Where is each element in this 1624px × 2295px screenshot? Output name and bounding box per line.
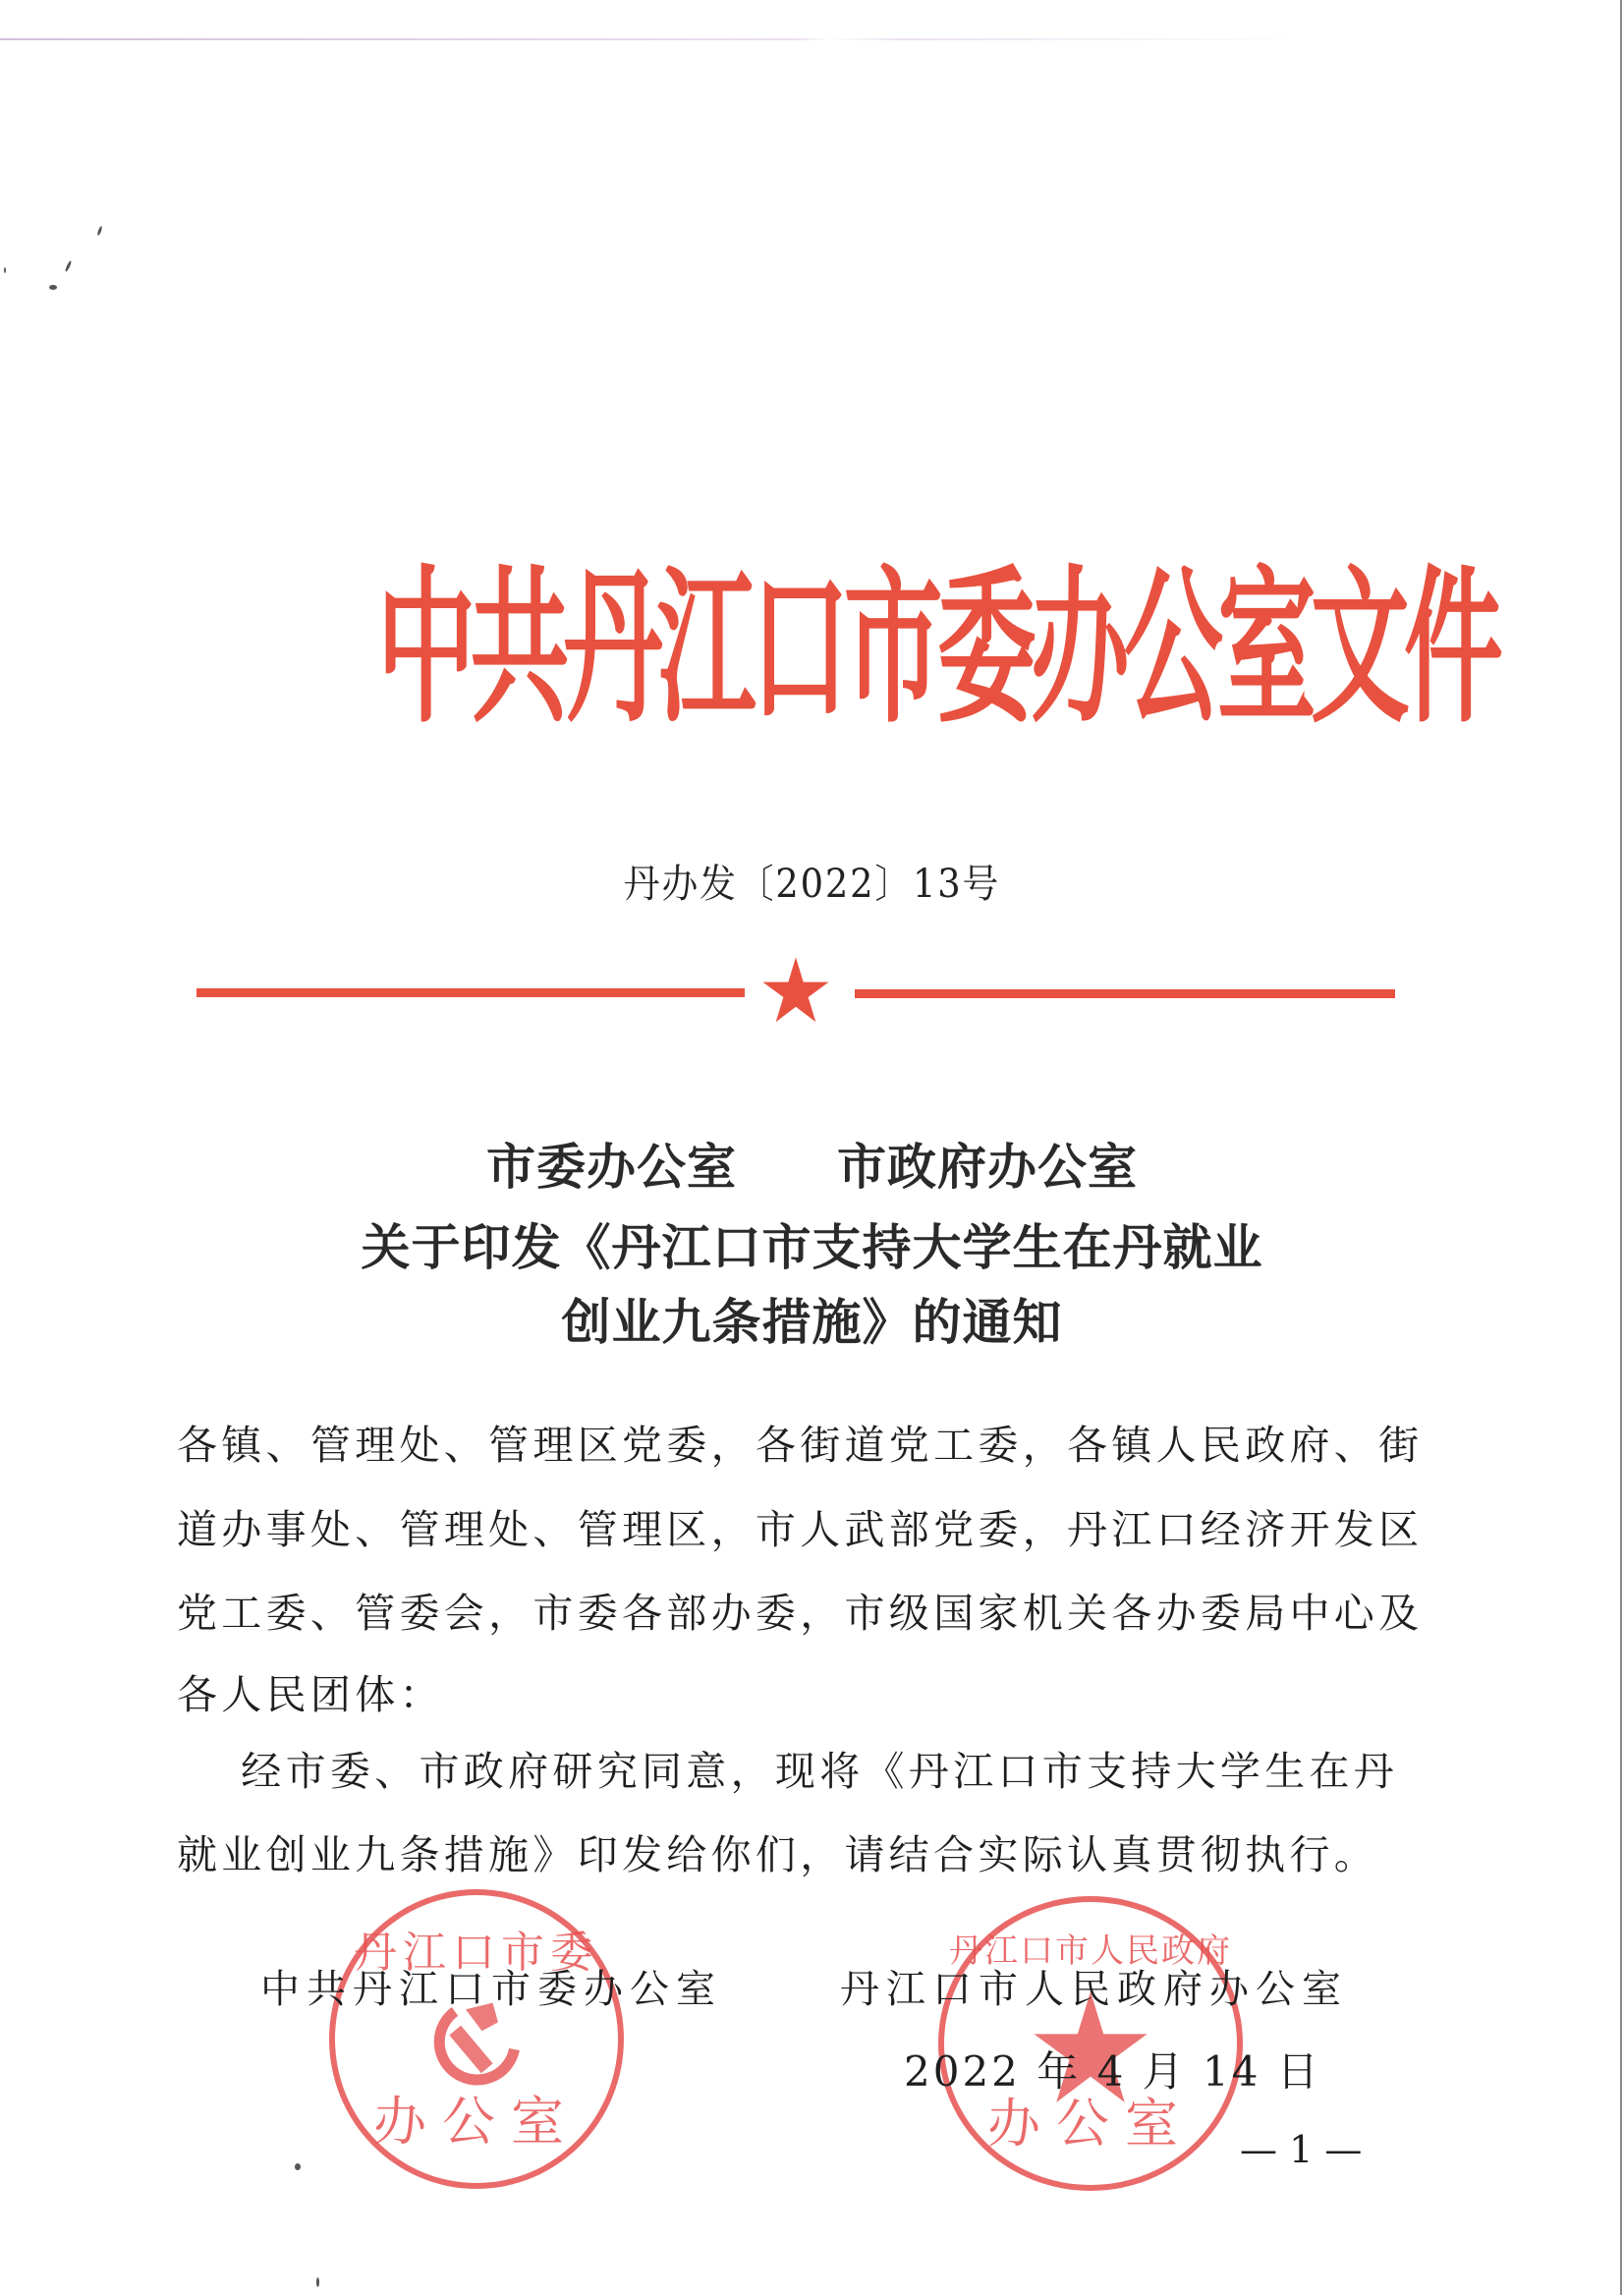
scan-speck bbox=[316, 2277, 319, 2287]
scan-speck bbox=[4, 267, 6, 273]
addressee-line: 各镇、管理处、管理区党委，各街道党工委，各镇人民政府、街 bbox=[177, 1422, 1424, 1469]
scan-artifact-line bbox=[0, 38, 1454, 40]
notice-title-line-1: 市委办公室 市政府办公室 bbox=[486, 1139, 1138, 1196]
seal-bottom-text: 办公室 bbox=[987, 2093, 1194, 2155]
issue-date: 2022 年 4 月 14 日 bbox=[904, 2047, 1321, 2096]
body-paragraph-line: 经市委、市政府研究同意，现将《丹江口市支持大学生在丹 bbox=[196, 1748, 1399, 1795]
seal-bottom-text: 办公室 bbox=[373, 2091, 580, 2153]
body-paragraph-line: 就业创业九条措施》印发给你们，请结合实际认真贯彻执行。 bbox=[177, 1831, 1379, 1878]
masthead-title: 中共丹江口市委办公室文件 bbox=[376, 549, 1498, 748]
page-number: — 1 — bbox=[1240, 2128, 1363, 2171]
signatory-left: 中共丹江口市委办公室 bbox=[260, 1967, 722, 2012]
addressee-line: 各人民团体： bbox=[177, 1671, 444, 1718]
addressee-line: 党工委、管委会，市委各部办委，市级国家机关各办委局中心及 bbox=[177, 1590, 1424, 1637]
scan-speck bbox=[65, 260, 73, 272]
scan-speck bbox=[49, 285, 57, 290]
separator-line-right bbox=[855, 989, 1395, 998]
scan-speck bbox=[295, 2163, 301, 2170]
signatory-right: 丹江口市人民政府办公室 bbox=[840, 1967, 1348, 2012]
seal-arc-text: 丹江口市人民政府 bbox=[949, 1931, 1232, 1971]
addressee-line: 道办事处、管理处、管理区，市人武部党委，丹江口经济开发区 bbox=[177, 1506, 1424, 1553]
seal-arc-text: 丹江口市委 bbox=[354, 1928, 599, 1978]
red-separator bbox=[196, 955, 1395, 1024]
scan-speck bbox=[96, 226, 102, 236]
official-seal-left bbox=[329, 1889, 624, 2189]
separator-line-left bbox=[196, 988, 745, 997]
star-icon bbox=[761, 955, 830, 1026]
notice-title-line-2: 关于印发《丹江口市支持大学生在丹就业 bbox=[361, 1219, 1263, 1276]
document-number: 丹办发〔2022〕13号 bbox=[623, 862, 1001, 907]
notice-title-line-3: 创业九条措施》的通知 bbox=[561, 1294, 1063, 1351]
